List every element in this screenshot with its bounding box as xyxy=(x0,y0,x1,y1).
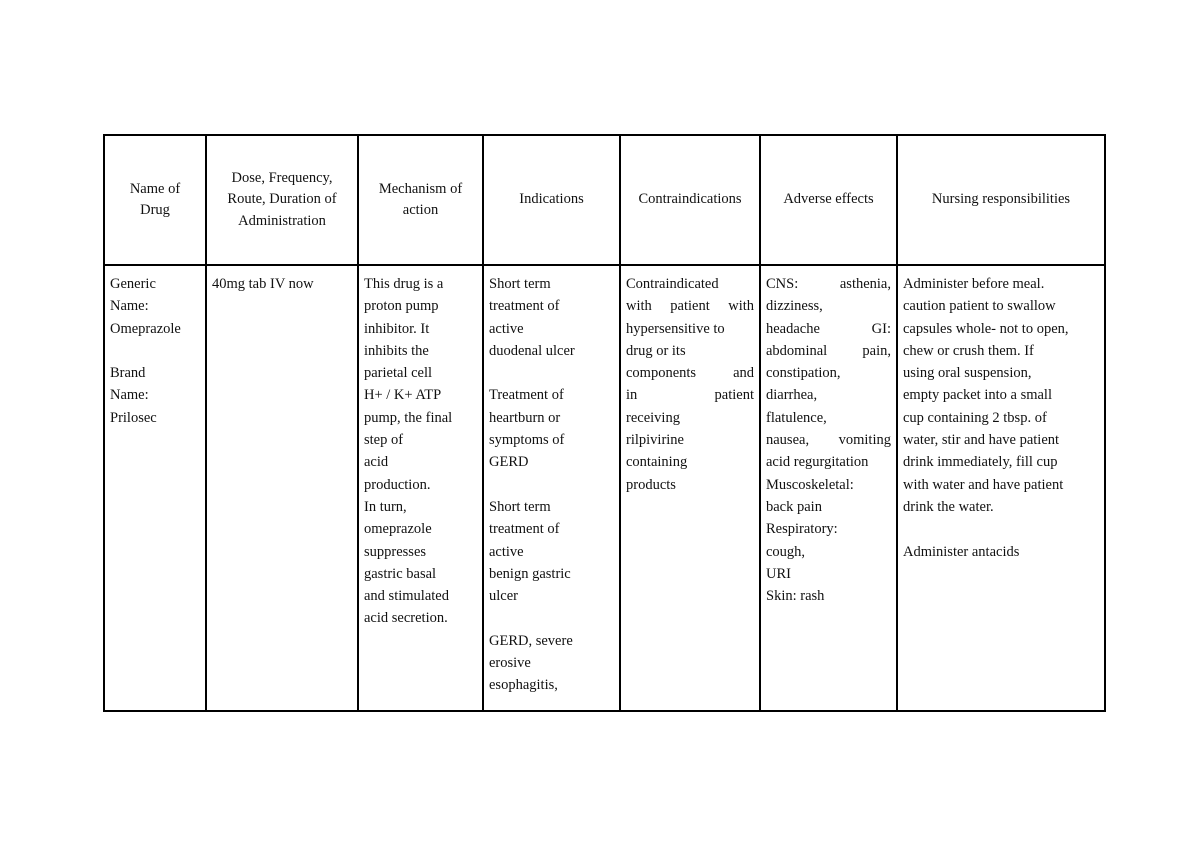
cell-line: omeprazole xyxy=(364,521,432,538)
cell-line: ulcer xyxy=(489,588,518,605)
cell-line: Respiratory: xyxy=(766,521,838,538)
justified-line xyxy=(766,273,891,295)
header-contraindications: Contraindications xyxy=(620,135,760,265)
word: abdominal xyxy=(766,342,828,359)
word: and xyxy=(733,365,754,382)
cell-line: symptoms of xyxy=(489,432,565,449)
word: with xyxy=(626,298,652,315)
cell-line: rilpivirine xyxy=(626,432,684,449)
header-mechanism xyxy=(358,135,483,265)
cell-line: and stimulated xyxy=(364,588,449,605)
cell-line: empty packet into a small xyxy=(903,387,1052,404)
cell-indications xyxy=(483,265,620,711)
cell-line: suppresses xyxy=(364,543,427,560)
header-text: action xyxy=(402,202,439,218)
cell-line: cough, xyxy=(766,543,806,560)
justified-line xyxy=(626,295,754,317)
drug-study-sheet xyxy=(103,134,1104,713)
cell-line: flatulence, xyxy=(766,409,827,426)
word: patient xyxy=(670,298,710,315)
cell-line: acid xyxy=(364,454,389,471)
cell-nursing-responsibilities xyxy=(897,265,1105,711)
cell-line: erosive xyxy=(489,655,531,672)
cell-line: This drug is a xyxy=(364,276,444,292)
justified-line xyxy=(766,429,891,451)
justified-line xyxy=(766,318,891,340)
cell-line: GERD xyxy=(489,454,529,471)
cell-line: diarrhea, xyxy=(766,387,818,404)
header-row xyxy=(104,135,1105,265)
cell-line: H+ / K+ ATP xyxy=(364,387,442,404)
cell-line: heartburn or xyxy=(489,409,561,426)
header-text: Route, Duration of xyxy=(227,191,337,208)
header-text: Mechanism of xyxy=(378,180,463,197)
word: pain, xyxy=(862,342,891,359)
cell-line: treatment of xyxy=(489,298,560,315)
word: CNS: xyxy=(766,276,799,292)
cell-line: GERD, severe xyxy=(489,632,573,649)
cell-contraindications xyxy=(620,265,760,711)
cell-line: Name: xyxy=(110,298,149,315)
cell-line: URI xyxy=(766,565,791,582)
cell-line: constipation, xyxy=(766,365,841,382)
cell-line: Contraindicated xyxy=(626,276,719,292)
cell-line: active xyxy=(489,543,524,560)
cell-line: Omeprazole xyxy=(110,320,181,337)
line-gap xyxy=(489,474,614,496)
word: nausea, xyxy=(766,432,810,449)
word: components xyxy=(626,365,697,382)
cell-line: inhibits the xyxy=(364,342,429,359)
cell-line: with water and have patient xyxy=(903,476,1064,493)
cell-line: benign gastric xyxy=(489,565,571,582)
cell-line: chew or crush them. If xyxy=(903,342,1034,359)
cell-line: duodenal ulcer xyxy=(489,342,575,359)
cell-line: back pain xyxy=(766,498,822,515)
cell-line: proton pump xyxy=(364,298,439,315)
line-gap xyxy=(489,362,614,384)
cell-line: caution patient to swallow xyxy=(903,298,1056,315)
cell-line: production. xyxy=(364,476,431,493)
drug-study-table xyxy=(103,134,1106,712)
cell-line: Brand xyxy=(110,365,146,382)
word: headache xyxy=(766,320,820,337)
cell-dose xyxy=(206,265,358,711)
cell-line: containing xyxy=(626,454,688,471)
header-adverse-effects: Adverse effects xyxy=(760,135,897,265)
word: patient xyxy=(714,387,754,404)
line-gap xyxy=(903,518,1099,540)
cell-line: products xyxy=(626,476,676,493)
justified-line xyxy=(766,340,891,362)
cell-line: esophagitis, xyxy=(489,677,558,694)
cell-line: acid secretion. xyxy=(364,610,448,627)
header-name-of-drug xyxy=(104,135,206,265)
cell-line: capsules whole- not to open, xyxy=(903,320,1069,337)
cell-line: Prilosec xyxy=(110,409,157,426)
cell-line: Treatment of xyxy=(489,387,564,404)
cell-line: Administer before meal. xyxy=(903,276,1045,292)
header-text: Dose, Frequency, xyxy=(231,169,333,186)
header-indications: Indications xyxy=(483,135,620,265)
cell-line: Short term xyxy=(489,276,551,292)
cell-line: parietal cell xyxy=(364,365,433,382)
cell-line: Generic xyxy=(110,276,156,292)
cell-line: Muscoskeletal: xyxy=(766,476,854,493)
cell-line: step of xyxy=(364,432,404,449)
header-text: Drug xyxy=(140,202,170,218)
line-gap xyxy=(489,607,614,629)
word: vomiting xyxy=(838,432,891,449)
header-text: Name of xyxy=(129,180,181,197)
cell-line: drug or its xyxy=(626,342,686,359)
cell-adverse-effects xyxy=(760,265,897,711)
word: asthenia, xyxy=(839,276,891,292)
justified-line xyxy=(626,362,754,384)
cell-line: acid regurgitation xyxy=(766,454,869,471)
cell-line: receiving xyxy=(626,409,680,426)
cell-line: Administer antacids xyxy=(903,543,1020,560)
cell-line: dizziness, xyxy=(766,298,823,315)
cell-line: drink the water. xyxy=(903,498,994,515)
cell-line: active xyxy=(489,320,524,337)
cell-line: Skin: rash xyxy=(766,588,825,605)
word: in xyxy=(626,387,638,404)
line-gap xyxy=(110,340,200,362)
cell-line: Name: xyxy=(110,387,149,404)
cell-line: drink immediately, fill cup xyxy=(903,454,1058,471)
justified-line xyxy=(626,384,754,406)
header-nursing-responsibilities: Nursing responsibilities xyxy=(897,135,1105,265)
cell-name-of-drug xyxy=(104,265,206,711)
cell-line: Short term xyxy=(489,498,551,515)
word: with xyxy=(728,298,754,315)
cell-mechanism xyxy=(358,265,483,711)
drug-row xyxy=(104,265,1105,711)
cell-line: cup containing 2 tbsp. of xyxy=(903,409,1047,426)
word: GI: xyxy=(871,320,891,337)
cell-line: water, stir and have patient xyxy=(903,432,1060,449)
header-text: Administration xyxy=(238,212,326,229)
cell-line: 40mg tab IV now xyxy=(212,276,314,292)
cell-line: pump, the final xyxy=(364,409,453,426)
cell-line: hypersensitive to xyxy=(626,320,725,337)
cell-line: In turn, xyxy=(364,498,407,515)
cell-line: inhibitor. It xyxy=(364,320,430,337)
cell-line: treatment of xyxy=(489,521,560,538)
cell-line: using oral suspension, xyxy=(903,365,1032,382)
header-dose xyxy=(206,135,358,265)
cell-line: gastric basal xyxy=(364,565,437,582)
